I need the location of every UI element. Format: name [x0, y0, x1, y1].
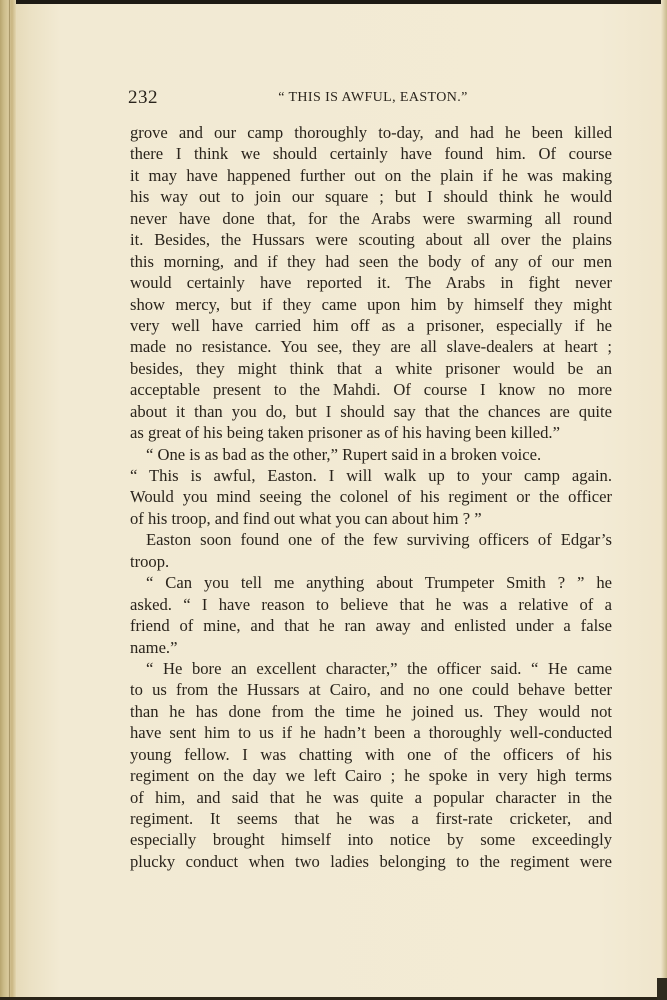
text-line: “ He bore an excellent character,” the officer said. “ He came: [146, 658, 612, 678]
text-line: his way out to join our square ; but I should think he would: [130, 187, 612, 207]
text-line: asked. “ I have reason to believe that he was a relative of a: [130, 594, 612, 614]
page-right-edge: [661, 0, 667, 1000]
text-line: young fellow. I was chatting with one of the officers of his: [130, 744, 612, 764]
page-top-edge: [0, 0, 667, 4]
text-line: troop.: [130, 551, 170, 571]
text-line: this morning, and if they had seen the body of any of our men: [130, 251, 612, 271]
text-line: “ One is as bad as the other,” Rupert said in a broken voice.: [146, 444, 542, 464]
page-binding-edge: [0, 0, 16, 1000]
text-line: “ Can you tell me anything about Trumpeter Smith ? ” he: [146, 573, 612, 593]
text-line: friend of mine, and that he ran away and enlisted under a false: [130, 616, 612, 636]
text-line: Easton soon found one of the few surviving officers of Edgar’s: [146, 530, 612, 550]
text-line: regiment. It seems that he was a first-rate cricketer, and: [130, 809, 612, 828]
text-line: made no resistance. You see, they are all slave-dealers at heart ;: [130, 337, 612, 357]
text-line: of his troop, and find out what you can about him ? ”: [130, 508, 482, 528]
text-line: very well have carried him off as a prisoner, especially if he: [130, 315, 612, 335]
text-line: would certainly have reported it. The Arabs in fight never: [130, 273, 612, 293]
text-line: plucky conduct when two ladies belonging to the regiment were: [130, 851, 612, 871]
text-line: it. Besides, the Hussars were scouting about all over the plains: [130, 230, 612, 250]
text-line: especially brought himself into notice by some exceedingly: [130, 830, 612, 850]
text-line: acceptable present to the Mahdi. Of course I know no more: [130, 380, 612, 400]
text-line: have sent him to us if he hadn’t been a thoroughly well-conducted: [130, 723, 612, 743]
text-line: never have done that, for the Arabs were swarming all round: [130, 208, 612, 228]
text-line: to us from the Hussars at Cairo, and no one could behave better: [130, 680, 612, 700]
body-text: [130, 122, 612, 872]
text-line: name.”: [130, 637, 178, 657]
binding-shadow-line: [9, 0, 10, 1000]
text-line: of him, and said that he was quite a popular character in the: [130, 787, 612, 807]
page-number: 232: [128, 87, 158, 108]
text-line: besides, they might think that a white prisoner would be an: [130, 358, 612, 378]
page-header: [128, 87, 614, 111]
text-line: Would you mind seeing the colonel of his regiment or the officer: [130, 487, 612, 507]
text-line: regiment on the day we left Cairo ; he spoke in very high terms: [130, 766, 612, 786]
text-line: than he has done from the time he joined us. They would not: [130, 701, 612, 721]
text-line: it may have happened further out on the plain if he was making: [130, 165, 612, 185]
scan-corner-mark: [657, 978, 667, 1000]
running-head: “ THIS IS AWFUL, EASTON.”: [278, 90, 468, 105]
text-line: about it than you do, but I should say that the chances are quite: [130, 401, 612, 421]
text-line: as great of his being taken prisoner as of his having been killed.”: [130, 423, 560, 443]
text-line: show mercy, but if they came upon him by himself they might: [130, 294, 612, 314]
text-line: “ This is awful, Easton. I will walk up to your camp again.: [130, 466, 612, 485]
text-line: grove and our camp thoroughly to-day, and had he been killed: [130, 123, 612, 142]
text-line: there I think we should certainly have found him. Of course: [130, 144, 612, 164]
